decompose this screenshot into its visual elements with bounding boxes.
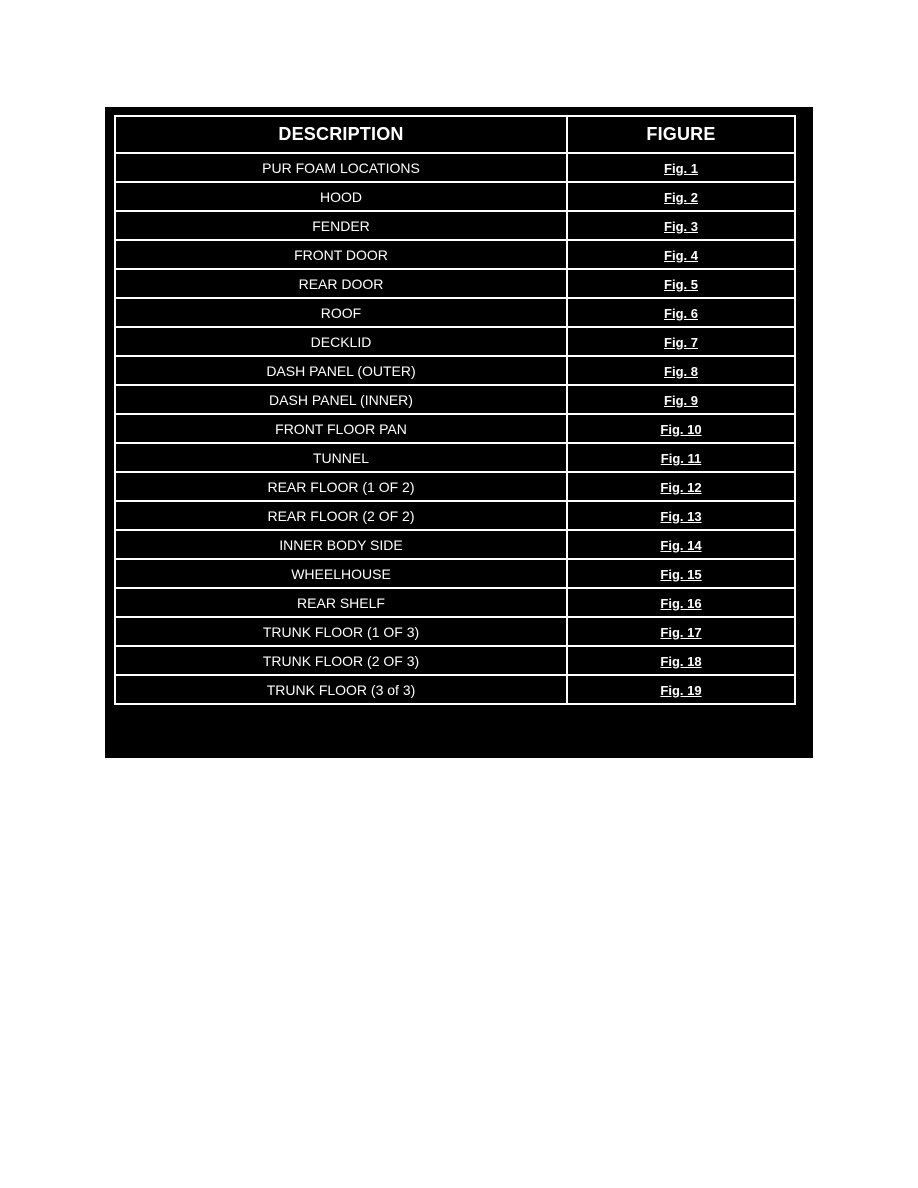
table-row xyxy=(115,588,795,617)
row-description: WHEELHOUSE xyxy=(115,559,567,588)
table-row xyxy=(115,472,795,501)
row-figure-cell xyxy=(567,385,795,414)
row-description: FENDER xyxy=(115,211,567,240)
row-description: FRONT FLOOR PAN xyxy=(115,414,567,443)
row-description: TRUNK FLOOR (3 of 3) xyxy=(115,675,567,704)
row-description: REAR DOOR xyxy=(115,269,567,298)
figure-link[interactable]: Fig. 19 xyxy=(660,682,702,698)
table-row xyxy=(115,559,795,588)
table-row xyxy=(115,617,795,646)
row-figure-cell xyxy=(567,153,795,182)
table-row xyxy=(115,646,795,675)
row-figure-cell xyxy=(567,211,795,240)
figure-link[interactable]: Fig. 4 xyxy=(664,247,698,263)
table-row xyxy=(115,501,795,530)
row-figure-cell xyxy=(567,472,795,501)
row-figure-cell xyxy=(567,530,795,559)
figure-link[interactable]: Fig. 3 xyxy=(664,218,698,234)
table-row xyxy=(115,240,795,269)
row-figure-cell xyxy=(567,501,795,530)
row-figure-cell xyxy=(567,356,795,385)
table-row xyxy=(115,269,795,298)
table-row xyxy=(115,211,795,240)
figure-link[interactable]: Fig. 17 xyxy=(660,624,702,640)
table-row xyxy=(115,414,795,443)
figure-link[interactable]: Fig. 18 xyxy=(660,653,702,669)
row-description: DASH PANEL (OUTER) xyxy=(115,356,567,385)
row-description: TRUNK FLOOR (1 OF 3) xyxy=(115,617,567,646)
row-description: DASH PANEL (INNER) xyxy=(115,385,567,414)
figure-link[interactable]: Fig. 9 xyxy=(664,392,698,408)
figure-link[interactable]: Fig. 14 xyxy=(660,537,702,553)
figure-link[interactable]: Fig. 2 xyxy=(664,189,698,205)
row-figure-cell xyxy=(567,617,795,646)
row-description: INNER BODY SIDE xyxy=(115,530,567,559)
table-row xyxy=(115,298,795,327)
table-body xyxy=(115,153,795,704)
figure-link[interactable]: Fig. 5 xyxy=(664,276,698,292)
row-figure-cell xyxy=(567,414,795,443)
figure-link[interactable]: Fig. 6 xyxy=(664,305,698,321)
row-figure-cell xyxy=(567,298,795,327)
row-figure-cell xyxy=(567,443,795,472)
row-description: TUNNEL xyxy=(115,443,567,472)
figure-link[interactable]: Fig. 15 xyxy=(660,566,702,582)
row-description: REAR FLOOR (1 OF 2) xyxy=(115,472,567,501)
row-figure-cell xyxy=(567,675,795,704)
table-row xyxy=(115,356,795,385)
row-description: REAR SHELF xyxy=(115,588,567,617)
table-row xyxy=(115,327,795,356)
row-figure-cell xyxy=(567,327,795,356)
row-figure-cell xyxy=(567,559,795,588)
figure-link[interactable]: Fig. 12 xyxy=(660,479,702,495)
figure-link[interactable]: Fig. 11 xyxy=(660,450,702,466)
table-row xyxy=(115,182,795,211)
figure-index-panel xyxy=(105,107,813,758)
row-description: DECKLID xyxy=(115,327,567,356)
row-figure-cell xyxy=(567,269,795,298)
row-description: PUR FOAM LOCATIONS xyxy=(115,153,567,182)
figure-column-header: FIGURE xyxy=(567,116,795,153)
row-figure-cell xyxy=(567,182,795,211)
row-description: HOOD xyxy=(115,182,567,211)
table-row xyxy=(115,385,795,414)
figure-link[interactable]: Fig. 13 xyxy=(660,508,702,524)
table-header-row xyxy=(115,116,795,153)
row-description: REAR FLOOR (2 OF 2) xyxy=(115,501,567,530)
table-row xyxy=(115,530,795,559)
row-figure-cell xyxy=(567,646,795,675)
row-figure-cell xyxy=(567,588,795,617)
row-figure-cell xyxy=(567,240,795,269)
description-column-header: DESCRIPTION xyxy=(115,116,567,153)
table-row xyxy=(115,443,795,472)
figure-link[interactable]: Fig. 10 xyxy=(660,421,702,437)
row-description: FRONT DOOR xyxy=(115,240,567,269)
table-row xyxy=(115,153,795,182)
figure-index-table xyxy=(114,115,796,705)
figure-link[interactable]: Fig. 16 xyxy=(660,595,702,611)
figure-link[interactable]: Fig. 1 xyxy=(664,160,698,176)
figure-link[interactable]: Fig. 8 xyxy=(664,363,698,379)
row-description: ROOF xyxy=(115,298,567,327)
row-description: TRUNK FLOOR (2 OF 3) xyxy=(115,646,567,675)
figure-link[interactable]: Fig. 7 xyxy=(664,334,698,350)
table-row xyxy=(115,675,795,704)
